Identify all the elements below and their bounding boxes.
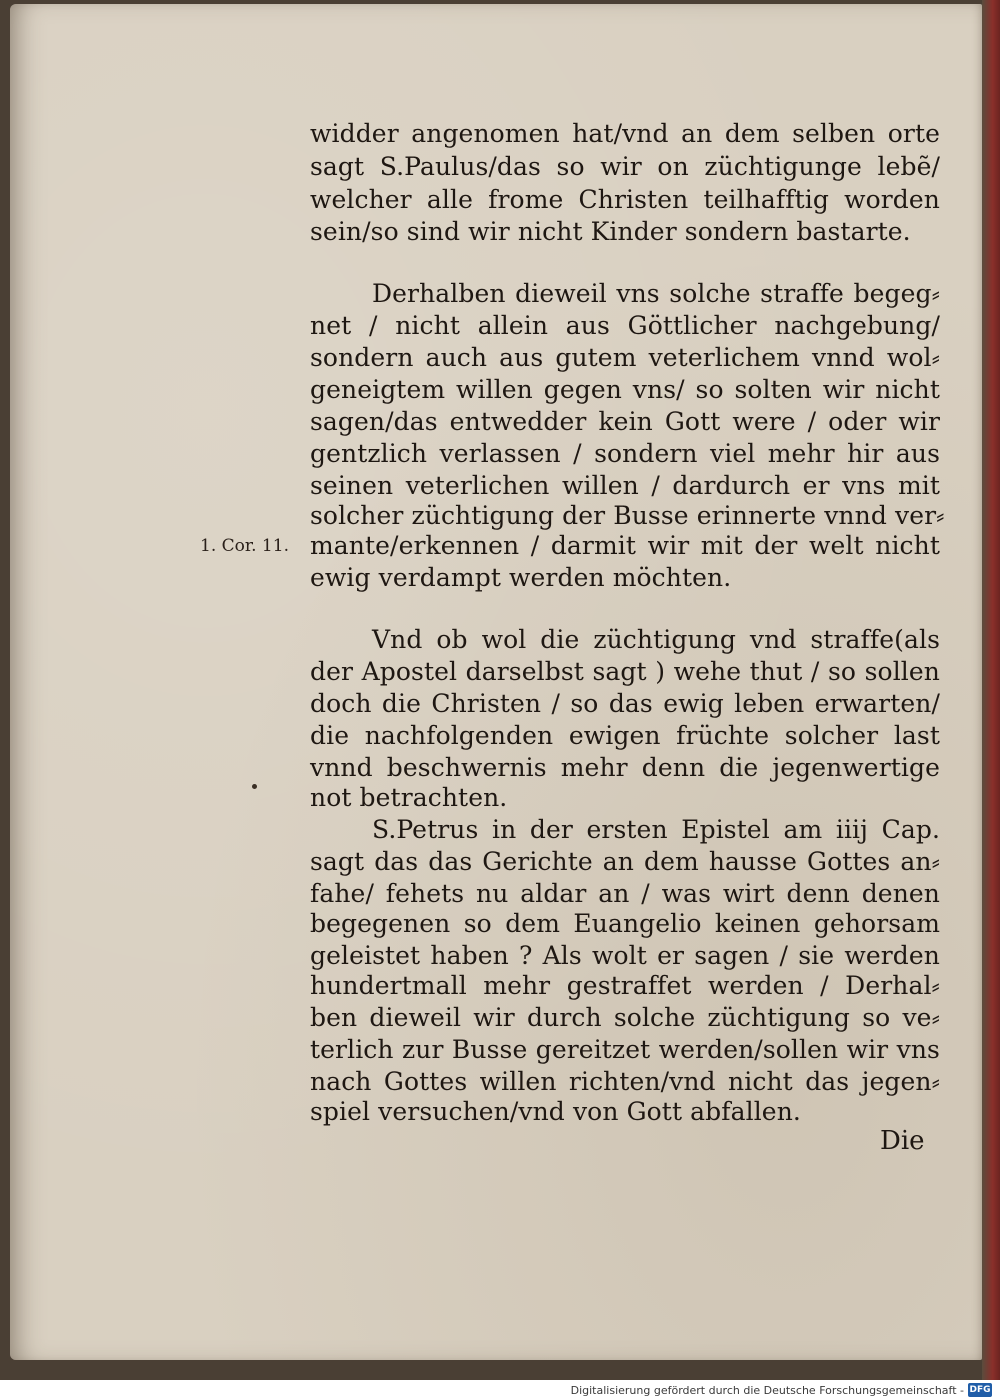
text-line: doch die Christen / so das ewig leben erwarten/ [310,689,940,718]
text-line: Derhalben dieweil vns solche straffe begeg⸗ [372,279,940,308]
text-line: S.Petrus in der ersten Epistel am iiij Cap. [372,815,940,844]
text-line: seinen veterlichen willen / dardurch er vns mit [310,471,940,500]
margin-reference: 1. Cor. 11. [200,536,289,556]
text-line: hundertmall mehr gestraffet werden / Derhal⸗ [310,971,940,1000]
text-line: fahe/ fehets nu aldar an / was wirt denn denen [310,879,940,908]
text-line: geneigtem willen gegen vns/ so solten wir nicht [310,375,940,404]
text-line: welcher alle frome Christen teilhafftig worden [310,185,940,214]
text-line: gentzlich verlassen / sondern viel mehr hir aus [310,439,940,468]
text-line: spiel versuchen/vnd von Gott abfallen. [310,1097,801,1126]
text-line: ben dieweil wir durch solche züchtigung so ve⸗ [310,1003,940,1032]
text-line: sagt das das Gerichte an dem hausse Gottes an⸗ [310,847,940,876]
ink-speck [252,784,257,789]
text-line: sagen/das entwedder kein Gott were / oder wir [310,407,940,436]
text-line: ewig verdampt werden möchten. [310,563,732,592]
text-line: sagt S.Paulus/das so wir on züchtigunge lebẽ/ [310,152,940,181]
text-line: terlich zur Busse gereitzet werden/sollen wir vns [310,1035,940,1064]
text-line: Vnd ob wol die züchtigung vnd straffe(als [372,625,940,654]
text-line: widder angenomen hat/vnd an dem selben orte [310,119,940,148]
text-line: net / nicht allein aus Göttlicher nachgebung/ [310,311,940,340]
text-line: vnnd beschwernis mehr denn die jegenwertige [310,753,940,782]
footer-credit: Digitalisierung gefördert durch die Deutsche Forschungsgemeinschaft - [570,1384,964,1397]
text-line: nach Gottes willen richten/vnd nicht das jegen⸗ [310,1067,940,1096]
text-line: mante/erkennen / darmit wir mit der welt nicht [310,531,940,560]
text-line: die nachfolgenden ewigen früchte solcher last [310,721,940,750]
text-line: geleistet haben ? Als wolt er sagen / sie werden [310,941,940,970]
text-line: sein/so sind wir nicht Kinder sondern bastarte. [310,217,911,246]
catchword: Die [880,1126,925,1156]
text-line: not betrachten. [310,783,508,812]
text-line: begegenen so dem Euangelio keinen gehorsam [310,909,940,938]
dfg-logo: DFG [969,1385,991,1395]
text-line: der Apostel darselbst sagt ) wehe thut / so sollen [310,657,940,686]
text-line: solcher züchtigung der Busse erinnerte vnnd ver⸗ [310,501,945,530]
text-line: sondern auch aus gutem veterlichem vnnd wol⸗ [310,343,940,372]
